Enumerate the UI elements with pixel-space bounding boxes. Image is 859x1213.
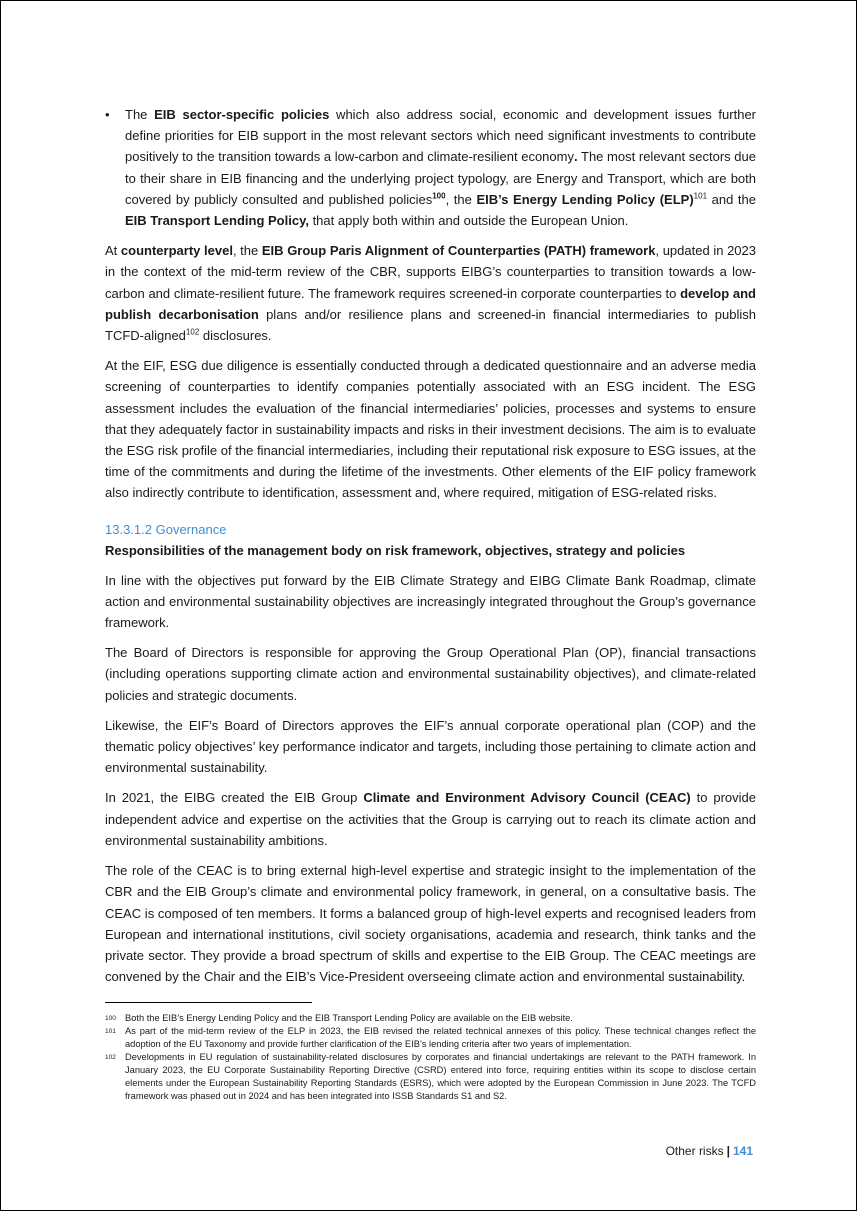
- bold-run: EIB Group Paris Alignment of Counterparties (PATH) framework: [261, 243, 656, 259]
- footnote-text: Developments in EU regulation of sustainability-related disclosures by corporates and financial undertakings are relevant to the PATH framework. In January 2023, the EU Corporate Sustainability Reporting Directive (CSRD) entered into force, requiring entities within its scope to disclose certain elements under the European Sustainability Reporting Standards (ESRS), which were adopted by the European Commission in June 2023. The TCFD framework was phased out in 2024 and has been integrated into ISSB Standards S1 and S2.: [125, 1052, 756, 1101]
- text-run: to provide independent advice and expertise on the activities that the Group is carrying out to reach its climate action and environmental sustainability ambitions.: [105, 790, 756, 848]
- footnote-ref: 101: [693, 191, 708, 201]
- footnotes: [105, 1012, 756, 1103]
- footnote-ref: 100: [432, 191, 446, 201]
- subheading: Responsibilities of the management body on risk framework, objectives, strategy and policies: [105, 542, 686, 558]
- footer-section-title: Other risks: [665, 1144, 724, 1158]
- bold-run: Climate and Environment Advisory Council (CEAC): [363, 790, 691, 806]
- bold-run: EIB sector-specific policies: [154, 107, 330, 122]
- text-run: disclosures.: [199, 328, 272, 344]
- footer-separator: |: [726, 1144, 730, 1158]
- paragraph-ceac-role: The role of the CEAC is to bring external high-level expertise and strategic insight to the implementation of the CBR and the EIB Group’s climate and environmental policy framework, in general, on a consultative basis. The CEAC is composed of ten members. It forms a balanced group of high-level experts and recognised leaders from European and international institutions, civil society organisations, academia and research, think tanks and the private sector. They provide a broad spectrum of skills and expertise to the EIB Group. The CEAC meetings are convened by the Chair and the EIB’s Vice-President overseeing climate action and environmental sustainability.: [105, 863, 756, 985]
- text-run: which also address social, economic and development issues further define priorities for EIB support in the most relevant sectors which need significant investments to contribute positively to the transition towards a low-carbon and climate-resilient economy: [125, 107, 757, 165]
- page-footer: [666, 1142, 753, 1160]
- paragraph-ceac: [105, 787, 756, 851]
- bold-run: counterparty level: [120, 243, 233, 259]
- footnote: [105, 1025, 756, 1051]
- bold-run: EIB’s Energy Lending Policy (ELP): [476, 191, 694, 207]
- paragraph-objectives: In line with the objectives put forward by the EIB Climate Strategy and EIBG Climate Bank Roadmap, climate action and environmental sustainability objectives are increasingly integrated throughout the Group’s governance framework.: [105, 572, 756, 631]
- paragraph-eif-esg: At the EIF, ESG due diligence is essentially conducted through a dedicated questionnaire and an adverse media screening of counterparties to identify companies potentially associated with an ESG incident. The ESG assessment includes the evaluation of the financial intermediaries’ policies, processes and systems to ensure that they adequately factor in sustainability impacts and risks in their investment decisions. The aim is to evaluate the ESG risk profile of the financial intermediaries, including their reputational risk exposure to ESG issues, at the time of the commitments and during the lifetime of the investments. Other elements of the EIF policy framework also indirectly contribute to identification, assessment and, where required, mitigation of ESG-related risks.: [105, 358, 756, 501]
- text-run: that apply both within and outside the European Union.: [308, 213, 629, 229]
- bold-run: EIB Transport Lending Policy,: [125, 213, 309, 229]
- text-run: In 2021, the EIBG created the EIB Group: [105, 790, 364, 806]
- bullet-text: [125, 104, 756, 231]
- bullet-marker: •: [105, 107, 110, 122]
- bold-run: .: [573, 149, 578, 165]
- text-run: At: [105, 243, 121, 259]
- footnote-number: 102: [105, 1054, 116, 1061]
- footnote-text: As part of the mid-term review of the ELP in 2023, the EIB revised the related technical annexes of this policy. These technical changes reflect the adoption of the EU Taxonomy and provide further clarification of the EIB’s lending criteria after two years of implementation.: [125, 1026, 756, 1049]
- text-run: and the: [707, 191, 756, 207]
- paragraph-eif-board: Likewise, the EIF’s Board of Directors approves the EIF’s annual corporate operational plan (COP) and the thematic policy objectives’ key performance indicator and targets, including those pertaining to climate action and environmental sustainability.: [105, 717, 756, 776]
- footnote-number: 100: [105, 1015, 116, 1022]
- paragraph-counterparty: [105, 240, 756, 346]
- footnote-divider: [105, 1002, 312, 1003]
- text-run: The: [125, 107, 155, 122]
- text-run: , the: [232, 243, 262, 259]
- section-heading: 13.3.1.2 Governance: [105, 521, 227, 537]
- footnote-number: 101: [105, 1028, 116, 1035]
- text-run: , the: [445, 191, 477, 207]
- footnote: [105, 1012, 756, 1025]
- text-run: , updated in 2023 in the context of the mid-term review of the CBR, supports EIBG’s counterparties to transition towards a low-carbon and climate-resilient future. The framework requires screened-in corporate counterparties to: [105, 243, 756, 301]
- page-number: 141: [732, 1144, 753, 1158]
- text-run: The most relevant sectors due to their share in EIB financing and the underlying project typology, are Energy and Transport, which are both covered by publicly consulted and published policies: [125, 149, 756, 207]
- footnote-ref: 102: [185, 327, 200, 337]
- bullet-item-sector-policies: [105, 104, 756, 231]
- footnote: [105, 1051, 756, 1103]
- text-run: plans and/or resilience plans and screened-in financial intermediaries to publish TCFD-aligned: [105, 306, 756, 344]
- paragraph-board: The Board of Directors is responsible for approving the Group Operational Plan (OP), financial transactions (including operations supporting climate action and environmental sustainability objectives), and climate-related policies and strategic documents.: [105, 645, 756, 703]
- footnote-text: Both the EIB’s Energy Lending Policy and the EIB Transport Lending Policy are available on the EIB website.: [125, 1013, 573, 1023]
- main-content: [105, 104, 756, 996]
- bold-run: develop and publish decarbonisation: [105, 285, 756, 322]
